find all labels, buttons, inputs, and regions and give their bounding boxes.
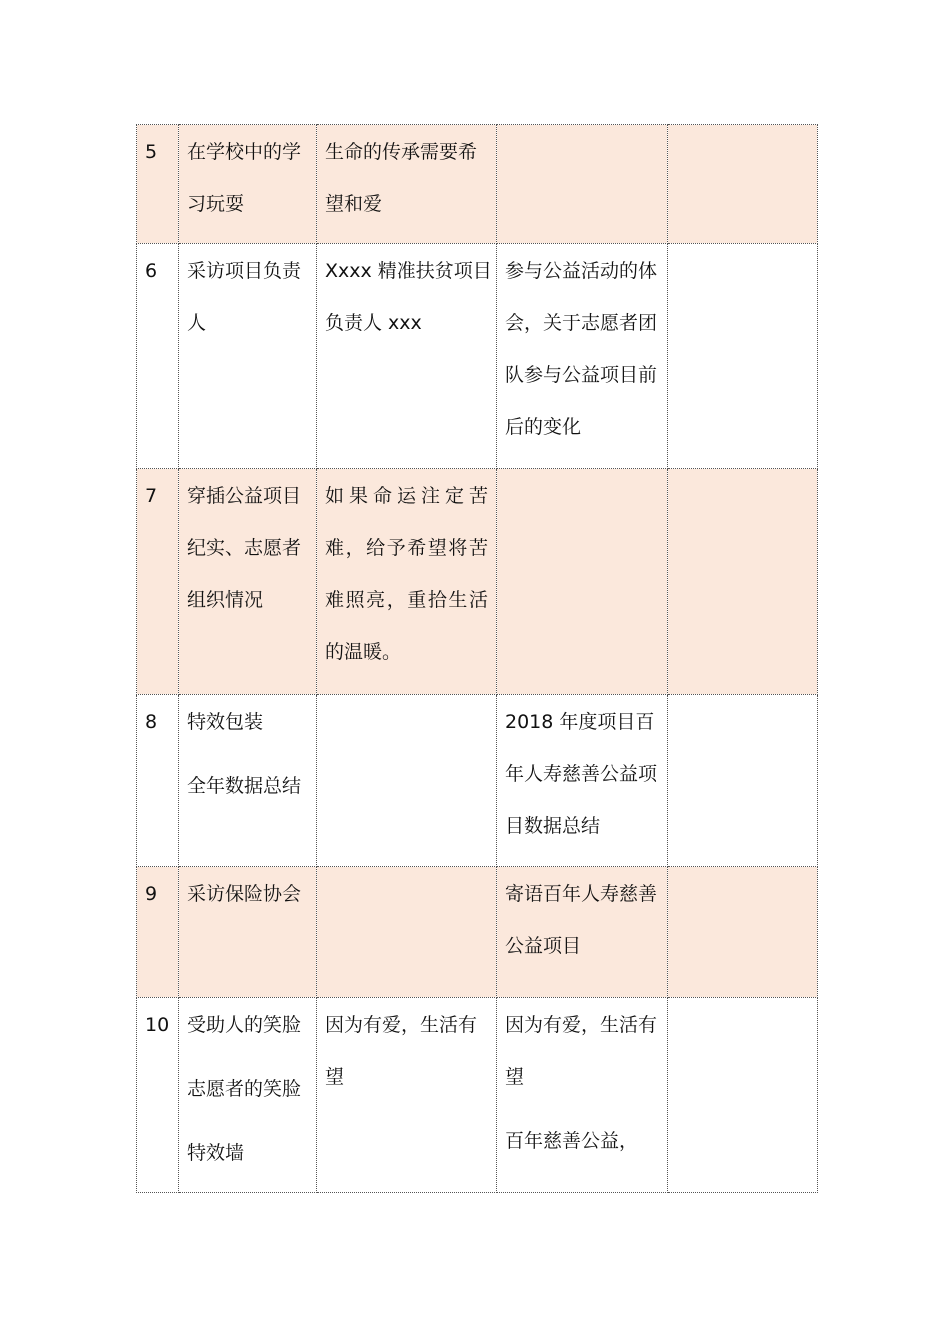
content-cell bbox=[179, 998, 317, 1193]
theme-line: 望和爱 bbox=[325, 193, 383, 215]
content-line: 穿插公益项目 bbox=[187, 485, 302, 507]
notes-line: 寄语百年人寿慈善 bbox=[505, 883, 658, 905]
content-line: 受助人的笑脸 bbox=[187, 1014, 302, 1036]
content-line: 采访项目负责 bbox=[187, 260, 302, 282]
theme-line: 生命的传承需要希 bbox=[325, 141, 478, 163]
theme-cell bbox=[317, 695, 497, 867]
theme-line: 的温暖。 bbox=[325, 641, 402, 663]
extra-cell bbox=[668, 469, 818, 695]
table-row bbox=[137, 867, 818, 998]
table-row bbox=[137, 244, 818, 469]
content-line: 纪实、志愿者 bbox=[187, 537, 302, 559]
content-cell bbox=[179, 695, 317, 867]
table-row bbox=[137, 469, 818, 695]
notes-line: 年人寿慈善公益项 bbox=[505, 763, 658, 785]
row-number-cell: 7 bbox=[137, 469, 179, 695]
table-row bbox=[137, 998, 818, 1193]
content-line: 在学校中的学 bbox=[187, 141, 302, 163]
content-line: 人 bbox=[187, 312, 207, 334]
notes-line: 2018 年度项目百 bbox=[505, 711, 655, 733]
theme-cell bbox=[317, 125, 497, 244]
row-number-cell: 5 bbox=[137, 125, 179, 244]
table-body bbox=[137, 125, 818, 1193]
row-number-cell: 6 bbox=[137, 244, 179, 469]
theme-cell bbox=[317, 867, 497, 998]
content-line: 全年数据总结 bbox=[187, 775, 302, 797]
content-line: 采访保险协会 bbox=[187, 883, 302, 905]
notes-cell bbox=[497, 695, 668, 867]
notes-line: 队参与公益项目前 bbox=[505, 364, 658, 386]
theme-line: 望 bbox=[325, 1066, 345, 1088]
content-line: 组织情况 bbox=[187, 589, 264, 611]
extra-cell bbox=[668, 125, 818, 244]
extra-cell bbox=[668, 695, 818, 867]
schedule-table bbox=[136, 124, 818, 1193]
extra-cell bbox=[668, 867, 818, 998]
extra-cell bbox=[668, 244, 818, 469]
row-number-cell: 8 bbox=[137, 695, 179, 867]
theme-cell bbox=[317, 244, 497, 469]
extra-cell bbox=[668, 998, 818, 1193]
theme-line: Xxxx 精准扶贫项目 bbox=[325, 260, 492, 282]
notes-line: 百年慈善公益， bbox=[505, 1130, 639, 1152]
notes-line: 因为有爱，生活有 bbox=[505, 1014, 658, 1036]
table-row bbox=[137, 125, 818, 244]
notes-cell bbox=[497, 244, 668, 469]
theme-line: 如果命运注定苦 bbox=[325, 485, 488, 507]
content-cell bbox=[179, 469, 317, 695]
notes-cell bbox=[497, 125, 668, 244]
notes-cell bbox=[497, 469, 668, 695]
content-cell bbox=[179, 244, 317, 469]
theme-cell bbox=[317, 998, 497, 1193]
content-line: 习玩耍 bbox=[187, 193, 245, 215]
row-number-cell: 9 bbox=[137, 867, 179, 998]
notes-line: 参与公益活动的体 bbox=[505, 260, 658, 282]
content-cell bbox=[179, 125, 317, 244]
notes-cell bbox=[497, 867, 668, 998]
notes-line: 目数据总结 bbox=[505, 815, 601, 837]
theme-line: 难照亮，重拾生活 bbox=[325, 589, 488, 611]
notes-cell bbox=[497, 998, 668, 1193]
notes-line: 公益项目 bbox=[505, 935, 582, 957]
content-line: 特效墙 bbox=[187, 1142, 245, 1164]
content-line: 志愿者的笑脸 bbox=[187, 1078, 302, 1100]
notes-line: 后的变化 bbox=[505, 416, 582, 438]
notes-line: 望 bbox=[505, 1066, 525, 1088]
notes-line: 会，关于志愿者团 bbox=[505, 312, 658, 334]
content-cell bbox=[179, 867, 317, 998]
theme-line: 难，给予希望将苦 bbox=[325, 537, 488, 559]
theme-cell bbox=[317, 469, 497, 695]
row-number-cell: 10 bbox=[137, 998, 179, 1193]
theme-line: 负责人 xxx bbox=[325, 312, 422, 334]
content-line: 特效包装 bbox=[187, 711, 264, 733]
theme-line: 因为有爱，生活有 bbox=[325, 1014, 478, 1036]
table-row bbox=[137, 695, 818, 867]
